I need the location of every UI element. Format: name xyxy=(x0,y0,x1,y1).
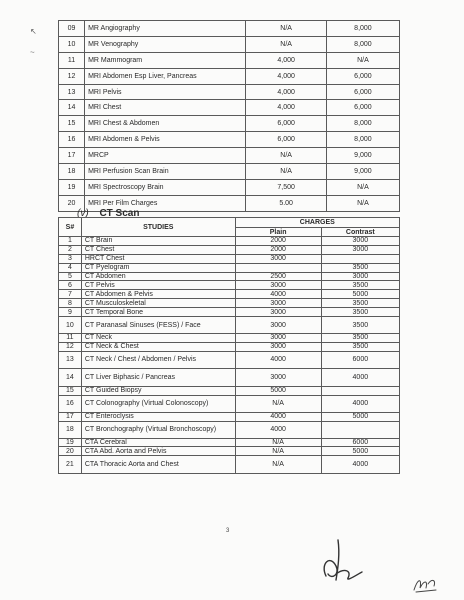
study-name: CT Neck xyxy=(81,334,235,343)
row-number: 9 xyxy=(59,308,82,317)
study-name: MRCP xyxy=(85,148,246,164)
contrast-charge: 8,000 xyxy=(326,132,399,148)
study-name: CT Guided Biopsy xyxy=(81,386,235,395)
plain-charge: 4,000 xyxy=(246,52,326,68)
row-number: 14 xyxy=(59,368,82,386)
row-number: 1 xyxy=(59,237,82,246)
plain-charge: 3000 xyxy=(235,334,321,343)
header-sn: S# xyxy=(59,218,82,237)
contrast-charge: 6,000 xyxy=(326,68,399,84)
plain-charge: 4,000 xyxy=(246,84,326,100)
plain-charge: 3000 xyxy=(235,281,321,290)
row-number: 15 xyxy=(59,386,82,395)
table-row xyxy=(59,412,400,421)
plain-charge: N/A xyxy=(246,36,326,52)
study-name: MRI Abdomen & Pelvis xyxy=(85,132,246,148)
study-name: CT Temporal Bone xyxy=(81,308,235,317)
table-row xyxy=(59,100,400,116)
row-number: 3 xyxy=(59,254,82,263)
study-name: CT Liver Biphasic / Pancreas xyxy=(81,368,235,386)
contrast-charge: 3500 xyxy=(321,308,399,317)
study-name: CT Neck / Chest / Abdomen / Pelvis xyxy=(81,351,235,368)
row-number: 14 xyxy=(59,100,85,116)
plain-charge: 6,000 xyxy=(246,132,326,148)
section-title: CT Scan xyxy=(99,208,140,219)
contrast-charge xyxy=(321,254,399,263)
contrast-charge: 9,000 xyxy=(326,164,399,180)
row-number: 18 xyxy=(59,164,85,180)
contrast-charge: 5000 xyxy=(321,447,399,456)
study-name: MRI Chest & Abdomen xyxy=(85,116,246,132)
table-row xyxy=(59,179,400,195)
ct-scan-charges-table xyxy=(58,217,400,474)
study-name: CT Enteroclysis xyxy=(81,412,235,421)
study-name: MRI Abdomen Esp Liver, Pancreas xyxy=(85,68,246,84)
contrast-charge: 3500 xyxy=(321,263,399,272)
study-name: CTA Abd. Aorta and Pelvis xyxy=(81,447,235,456)
study-name: CT Colonography (Virtual Colonoscopy) xyxy=(81,395,235,412)
contrast-charge: 3500 xyxy=(321,317,399,334)
table-row xyxy=(59,84,400,100)
row-number: 7 xyxy=(59,290,82,299)
plain-charge: 4,000 xyxy=(246,68,326,84)
contrast-charge: 5000 xyxy=(321,290,399,299)
table-row xyxy=(59,421,400,438)
plain-charge: N/A xyxy=(246,164,326,180)
table-row xyxy=(59,308,400,317)
table-row xyxy=(59,456,400,474)
row-number: 20 xyxy=(59,195,85,211)
row-number: 09 xyxy=(59,21,85,37)
plain-charge: N/A xyxy=(235,456,321,474)
study-name: MRI Pelvis xyxy=(85,84,246,100)
table-row xyxy=(59,116,400,132)
row-number: 13 xyxy=(59,84,85,100)
study-name: MRI Per Film Charges xyxy=(85,195,246,211)
contrast-charge: 8,000 xyxy=(326,116,399,132)
plain-charge: 3000 xyxy=(235,308,321,317)
contrast-charge: 6000 xyxy=(321,351,399,368)
table-row xyxy=(59,334,400,343)
table-row xyxy=(59,290,400,299)
plain-charge: 4000 xyxy=(235,290,321,299)
header-contrast: Contrast xyxy=(321,228,399,237)
contrast-charge: 6,000 xyxy=(326,100,399,116)
row-number: 16 xyxy=(59,132,85,148)
plain-charge: N/A xyxy=(235,395,321,412)
table-row xyxy=(59,68,400,84)
plain-charge: 5.00 xyxy=(246,195,326,211)
table-row xyxy=(59,299,400,308)
study-name: CT Bronchography (Virtual Bronchoscopy) xyxy=(81,421,235,438)
row-number: 18 xyxy=(59,421,82,438)
row-number: 10 xyxy=(59,317,82,334)
row-number: 2 xyxy=(59,245,82,254)
row-number: 13 xyxy=(59,351,82,368)
contrast-charge: 9,000 xyxy=(326,148,399,164)
plain-charge: N/A xyxy=(246,148,326,164)
plain-charge: 2000 xyxy=(235,245,321,254)
contrast-charge: 3500 xyxy=(321,281,399,290)
row-number: 10 xyxy=(59,36,85,52)
contrast-charge: 4000 xyxy=(321,456,399,474)
contrast-charge: 4000 xyxy=(321,395,399,412)
plain-charge: 4000 xyxy=(235,421,321,438)
margin-mark: ↖ xyxy=(30,27,37,36)
mri-charges-table xyxy=(58,20,400,212)
study-name: CT Pelvis xyxy=(81,281,235,290)
table-row xyxy=(59,368,400,386)
table-row xyxy=(59,237,400,246)
table-row xyxy=(59,263,400,272)
table-row xyxy=(59,272,400,281)
study-name: CT Musculoskeletal xyxy=(81,299,235,308)
plain-charge: 3000 xyxy=(235,317,321,334)
contrast-charge: 3000 xyxy=(321,272,399,281)
contrast-charge: 3500 xyxy=(321,299,399,308)
row-number: 12 xyxy=(59,68,85,84)
plain-charge: 3000 xyxy=(235,254,321,263)
table-row xyxy=(59,21,400,37)
contrast-charge: 5000 xyxy=(321,412,399,421)
signature-mark xyxy=(318,534,366,584)
table-row xyxy=(59,164,400,180)
table-row xyxy=(59,386,400,395)
contrast-charge: 4000 xyxy=(321,368,399,386)
plain-charge: 2500 xyxy=(235,272,321,281)
row-number: 6 xyxy=(59,281,82,290)
contrast-charge: 8,000 xyxy=(326,36,399,52)
study-name: MRI Chest xyxy=(85,100,246,116)
plain-charge: 5000 xyxy=(235,386,321,395)
plain-charge: N/A xyxy=(235,438,321,447)
table-row xyxy=(59,245,400,254)
table-row xyxy=(59,447,400,456)
table-row xyxy=(59,351,400,368)
row-number: 21 xyxy=(59,456,82,474)
study-name: MR Angiography xyxy=(85,21,246,37)
contrast-charge: 3000 xyxy=(321,237,399,246)
plain-charge: 4000 xyxy=(235,351,321,368)
contrast-charge: 6,000 xyxy=(326,84,399,100)
contrast-charge xyxy=(321,421,399,438)
table-row xyxy=(59,342,400,351)
table-row xyxy=(59,254,400,263)
row-number: 5 xyxy=(59,272,82,281)
header-studies: STUDIES xyxy=(81,218,235,237)
row-number: 20 xyxy=(59,447,82,456)
row-number: 19 xyxy=(59,438,82,447)
margin-mark: ~ xyxy=(30,48,35,57)
plain-charge: 3000 xyxy=(235,299,321,308)
initials-mark xyxy=(412,574,440,594)
study-name: CT Paranasal Sinuses (FESS) / Face xyxy=(81,317,235,334)
contrast-charge: N/A xyxy=(326,195,399,211)
study-name: HRCT Chest xyxy=(81,254,235,263)
study-name: MR Mammogram xyxy=(85,52,246,68)
study-name: CT Neck & Chest xyxy=(81,342,235,351)
plain-charge: N/A xyxy=(235,447,321,456)
table-row xyxy=(59,132,400,148)
plain-charge: 3000 xyxy=(235,342,321,351)
table-row xyxy=(59,317,400,334)
plain-charge: 3000 xyxy=(235,368,321,386)
row-number: 19 xyxy=(59,179,85,195)
plain-charge: 6,000 xyxy=(246,116,326,132)
row-number: 4 xyxy=(59,263,82,272)
row-number: 15 xyxy=(59,116,85,132)
plain-charge: 7,500 xyxy=(246,179,326,195)
row-number: 8 xyxy=(59,299,82,308)
study-name: MR Venography xyxy=(85,36,246,52)
study-name: MRI Spectroscopy Brain xyxy=(85,179,246,195)
study-name: CT Chest xyxy=(81,245,235,254)
contrast-charge: N/A xyxy=(326,52,399,68)
contrast-charge: N/A xyxy=(326,179,399,195)
table-row xyxy=(59,438,400,447)
row-number: 16 xyxy=(59,395,82,412)
contrast-charge: 3000 xyxy=(321,245,399,254)
contrast-charge: 6000 xyxy=(321,438,399,447)
plain-charge xyxy=(235,263,321,272)
row-number: 11 xyxy=(59,334,82,343)
contrast-charge: 8,000 xyxy=(326,21,399,37)
plain-charge: 2000 xyxy=(235,237,321,246)
table-row xyxy=(59,395,400,412)
study-name: CT Abdomen xyxy=(81,272,235,281)
contrast-charge xyxy=(321,386,399,395)
study-name: CT Pyelogram xyxy=(81,263,235,272)
plain-charge: N/A xyxy=(246,21,326,37)
table-row xyxy=(59,281,400,290)
plain-charge: 4000 xyxy=(235,412,321,421)
section-number: (v) xyxy=(77,208,89,219)
row-number: 12 xyxy=(59,342,82,351)
contrast-charge: 3500 xyxy=(321,342,399,351)
table-row xyxy=(59,52,400,68)
row-number: 17 xyxy=(59,148,85,164)
contrast-charge: 3500 xyxy=(321,334,399,343)
study-name: CTA Cerebral xyxy=(81,438,235,447)
plain-charge: 4,000 xyxy=(246,100,326,116)
study-name: CT Abdomen & Pelvis xyxy=(81,290,235,299)
row-number: 17 xyxy=(59,412,82,421)
table-row xyxy=(59,36,400,52)
table-row xyxy=(59,148,400,164)
study-name: CTA Thoracic Aorta and Chest xyxy=(81,456,235,474)
header-charges: CHARGES xyxy=(235,218,399,228)
page-number: 3 xyxy=(226,528,230,534)
study-name: MRI Perfusion Scan Brain xyxy=(85,164,246,180)
header-plain: Plain xyxy=(235,228,321,237)
study-name: CT Brain xyxy=(81,237,235,246)
row-number: 11 xyxy=(59,52,85,68)
